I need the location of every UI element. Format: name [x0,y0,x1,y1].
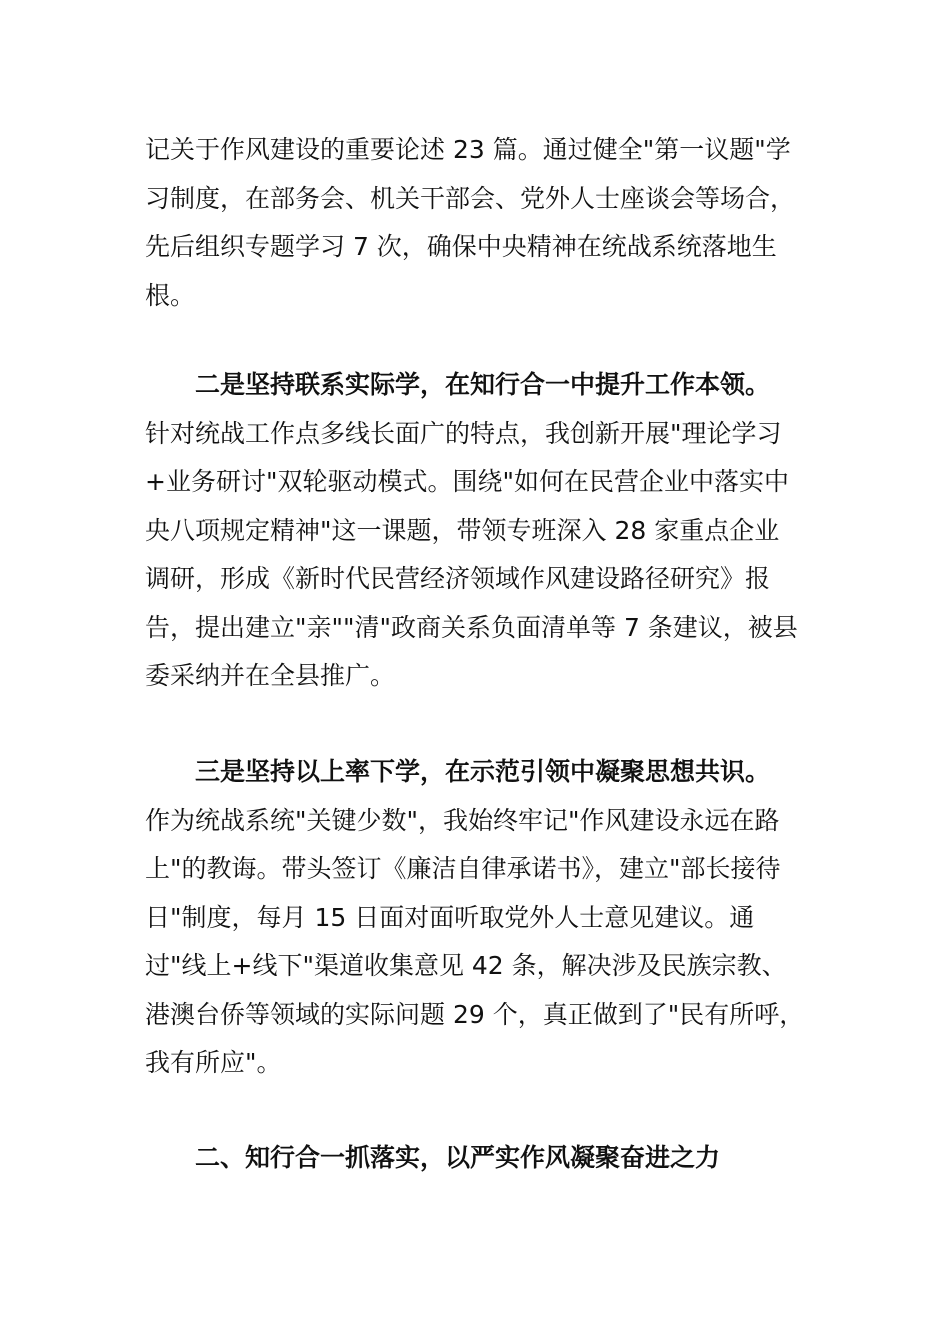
paragraph-line: +业务研讨"双轮驱动模式。围绕"如何在民营企业中落实中 [145,467,789,496]
paragraph-line: 针对统战工作点多线长面广的特点，我创新开展"理论学习 [145,418,782,448]
paragraph-3 [145,748,810,1088]
paragraph-line: 港澳台侨等领域的实际问题 29 个，真正做到了"民有所呼， [145,999,805,1029]
paragraph-2 [145,361,810,701]
paragraph-line: 告，提出建立"亲""清"政商关系负面清单等 7 条建议，被县 [145,612,798,642]
paragraph-line: 上"的教诲。带头签订《廉洁自律承诺书》，建立"部长接待 [145,854,781,883]
paragraph-line: 先后组织专题学习 7 次，确保中央精神在统战系统落地生 [145,232,777,261]
paragraph-line: 根。 [145,280,196,310]
paragraph-line: 记关于作风建设的重要论述 23 篇。通过健全"第一议题"学 [145,135,791,164]
paragraph-line: 过"线上+线下"渠道收集意见 42 条，解决涉及民族宗教、 [145,951,787,980]
section-heading: 二、知行合一抓落实，以严实作风凝聚奋进之力 [195,1143,721,1172]
paragraph-heading: 三是坚持以上率下学，在示范引领中凝聚思想共识。 [195,757,771,786]
paragraph-line: 调研，形成《新时代民营经济领域作风建设路径研究》报 [145,564,771,593]
paragraph-heading: 二是坚持联系实际学，在知行合一中提升工作本领。 [195,370,771,399]
paragraph-line: 委采纳并在全县推广。 [145,661,396,690]
paragraph-1 [145,126,810,320]
section-heading-block [145,1134,810,1183]
paragraph-line: 日"制度，每月 15 日面对面听取党外人士意见建议。通 [145,902,755,932]
paragraph-line: 习制度，在部务会、机关干部会、党外人士座谈会等场合， [145,183,796,213]
paragraph-line: 我有所应"。 [145,1048,282,1077]
paragraph-line: 央八项规定精神"这一课题，带领专班深入 28 家重点企业 [145,515,780,545]
paragraph-line: 作为统战系统"关键少数"，我始终牢记"作风建设永远在路 [145,805,780,835]
